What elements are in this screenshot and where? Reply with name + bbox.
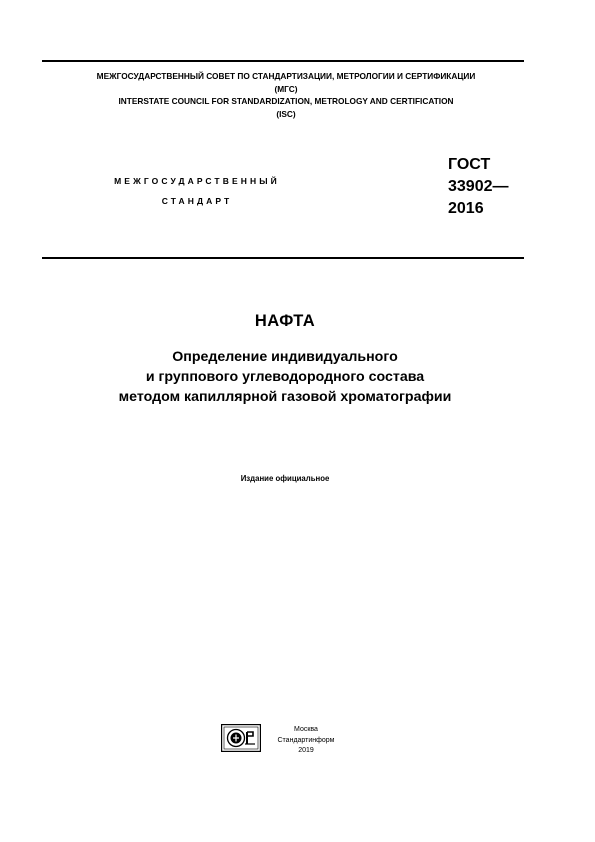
standard-kind-line2: СТАНДАРТ [161,196,233,206]
subtitle-line3: методом капиллярной газовой хроматографии [118,389,452,405]
publisher-name: Стандартинформ [277,736,335,744]
standard-designation [448,154,509,220]
council-abbr-en: (ISC) [276,108,296,119]
designation-year: 2016 [448,200,484,217]
publisher-year: 2019 [298,747,314,754]
council-name-ru: МЕЖГОСУДАРСТВЕННЫЙ СОВЕТ ПО СТАНДАРТИЗАЦИИ, МЕТРОЛОГИИ И СЕРТИФИКАЦИИ [96,71,476,81]
subtitle-line1: Определение индивидуального [172,349,398,365]
standartinform-logo-icon [221,724,261,752]
council-name-en: INTERSTATE COUNCIL FOR STANDARDIZATION, METROLOGY AND CERTIFICATION [118,96,454,107]
council-header [40,70,532,120]
top-divider [42,60,524,62]
publisher-imprint [262,725,350,757]
designation-number: 33902— [448,178,509,195]
standard-kind [60,171,334,211]
publisher-city: Москва [294,726,318,733]
document-title: НАФТА [254,312,316,330]
subtitle-line2: и группового углеводородного состава [145,369,425,385]
middle-divider [42,257,524,259]
council-abbr-ru: (МГС) [274,83,298,94]
edition-label: Издание официальное [240,474,330,483]
document-subtitle [0,347,570,407]
standard-kind-line1: МЕЖГОСУДАРСТВЕННЫЙ [114,176,280,186]
designation-prefix: ГОСТ [448,156,491,173]
